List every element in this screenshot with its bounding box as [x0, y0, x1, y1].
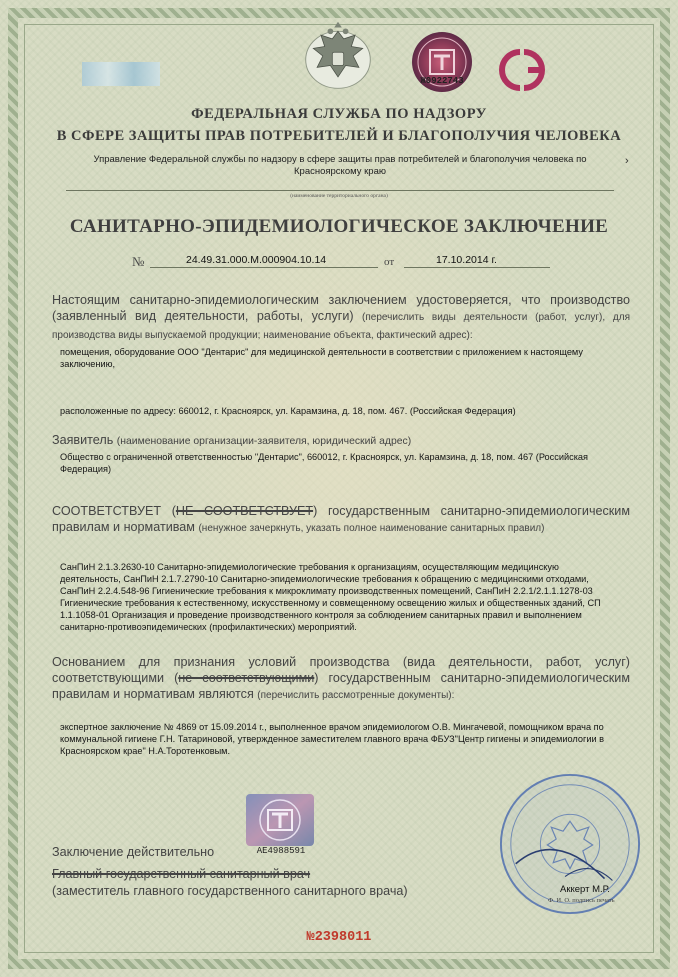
seal-number: Ж0922743: [420, 76, 464, 86]
hologram-number: АЕ4988591: [256, 846, 306, 856]
basis-text1: Основанием для признания условий производства (вида деятельности, работ, услуг) соответствующими: [52, 655, 630, 685]
deputy-chief-doctor: (заместитель главного государственного санитарного врача): [52, 884, 408, 898]
facility-address: расположенные по адресу: 660012, г. Красноярск, ул. Карамзина, д. 18, пом. 467. (Российская Федерация): [60, 406, 516, 416]
basis-paren-open: (: [174, 671, 179, 685]
applicant-value: Общество с ограниченной ответственностью "Дентарис", 660012, г. Красноярск, ул. Карамзина, д. 18, пом. 467 (Российская Федерация): [60, 452, 589, 474]
lead-hint: (перечислить виды деятельности (работ, услуг), для производства виды выпускаемой продукции; наименование объекта, фактический адрес):: [52, 312, 630, 341]
complies-paren-open: (: [171, 504, 176, 518]
basis-text2: государственным санитарно-эпидемиологическим правилам и нормативам являются: [52, 671, 630, 701]
chevron-right-icon: ›: [625, 155, 629, 167]
complies-paren-close: ): [313, 504, 318, 518]
chief-doctor-struck: Главный государственный санитарный врач: [52, 867, 311, 881]
agency-name-line1: ФЕДЕРАЛЬНАЯ СЛУЖБА ПО НАДЗОРУ: [191, 106, 487, 122]
applicant-label: Заявитель: [52, 433, 114, 447]
form-serial-number: №2398011: [306, 930, 372, 945]
date-from-label: от: [384, 256, 395, 268]
applicant-hint: (наименование организации-заявителя, юридический адрес): [116, 436, 412, 447]
lead-text: Настоящим санитарно-эпидемиологическим заключением удостоверяется, что производство (заявленный вид деятельности, работы, услуги): [52, 293, 630, 323]
complies-hint: (ненужное зачеркнуть, указать полное наименование санитарных правил): [198, 523, 545, 534]
valid-label: Заключение действительно: [52, 845, 215, 859]
compliance-statement: [52, 503, 630, 537]
holographic-strip: [82, 62, 160, 86]
official-stamp-icon: [496, 770, 644, 918]
certificate-date: 17.10.2014 г.: [436, 254, 497, 266]
applicant-heading: [52, 433, 411, 447]
sanitary-norms-list: СанПиН 2.1.3.2630-10 Санитарно-эпидемиологические требования к организациям, осуществляющим медицинскую деятельность, СанПиН 2.1.7.2790-10 Санитарно-эпидемиологические требования к обращению с медицинскими отходами, СанПиН 2.2.4.548-96 Гигиенические требования к микроклимату производственных помещений, СанПиН 2.2.1/2.1.1.1278-03 Гигиенические требования к естественному, искусственному и совмещенному освещению жилых и общественных зданий, СП 1.1.1058-01 Организация и проведение производственного контроля за соблюдением санитарных правил и выполнением санитарно-противоэпидемических (профилактических) мероприятий.: [60, 562, 601, 632]
complies-rest: государственным санитарно-эпидемиологическим правилам и нормативам: [52, 504, 631, 534]
basis-statement: [52, 654, 630, 704]
lead-paragraph: [52, 292, 630, 344]
signer-name: Аккерт М.Р.: [560, 884, 610, 895]
number-underline: [150, 267, 378, 268]
organ-caption: (наименование территориального органа): [290, 193, 388, 199]
number-sign: №: [132, 254, 145, 269]
expert-conclusion: экспертное заключение № 4869 от 15.09.2014 г., выполненное врачом эпидемиологом О.В. Мингачевой, помощником врача по коммунальной гигиене Г.Н. Татариновой, утвержденное заместителем главного врача ФБУЗ"Центр гигиены и эпидемиологии в Красноярском крае" Н.А.Торотенковым.: [60, 722, 605, 756]
coat-of-arms-icon: [300, 18, 376, 94]
not-corresponding-struck: не соответствующими: [178, 671, 315, 685]
organ-underline: [66, 190, 614, 191]
se-logo-icon: [490, 44, 554, 96]
product-description: помещения, оборудование ООО "Дентарис" для медицинской деятельности в соответствии с приложением к настоящему заключению,: [60, 347, 583, 369]
basis-paren-close: ): [314, 671, 319, 685]
signature-caption: Ф. И. О. подпись печать: [548, 897, 615, 904]
date-underline: [404, 267, 550, 268]
not-complies-struck: НЕ СООТВЕТСТВУЕТ: [175, 504, 314, 518]
certificate-number: 24.49.31.000.М.000904.10.14: [186, 254, 327, 266]
territorial-department: Управление Федеральной службы по надзору в сфере защиты прав потребителей и благополучия человека по Красноярскому краю: [93, 154, 587, 177]
agency-name-line2: В СФЕРЕ ЗАЩИТЫ ПРАВ ПОТРЕБИТЕЛЕЙ И БЛАГОПОЛУЧИЯ ЧЕЛОВЕКА: [56, 128, 622, 144]
complies-word: СООТВЕТСТВУЕТ: [52, 504, 162, 518]
document-title: САНИТАРНО-ЭПИДЕМИОЛОГИЧЕСКОЕ ЗАКЛЮЧЕНИЕ: [69, 216, 609, 237]
basis-hint: (перечислить рассмотренные документы):: [257, 690, 455, 701]
